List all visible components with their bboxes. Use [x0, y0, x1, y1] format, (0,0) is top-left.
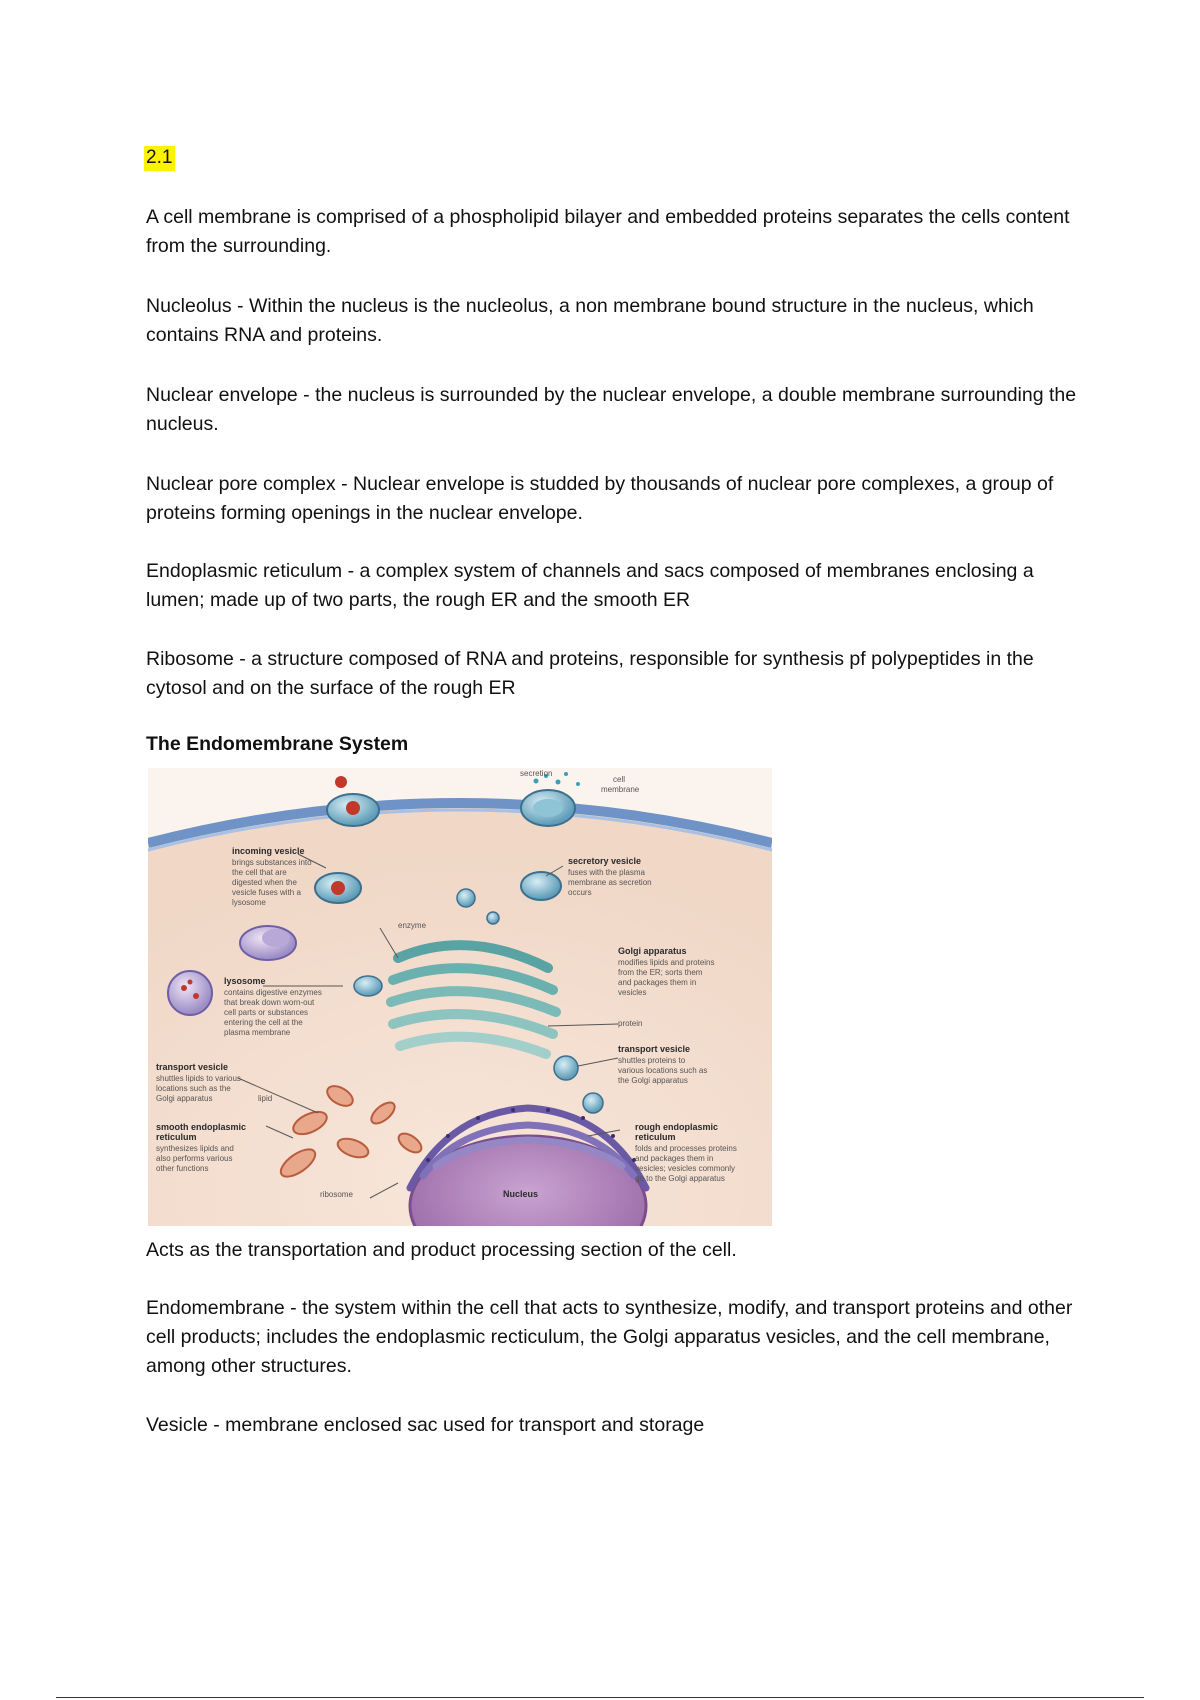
transport-vesicle-right-1 — [554, 1056, 578, 1080]
paragraph-nuclear-pore-complex: Nuclear pore complex - Nuclear envelope is studded by thousands of nuclear pore complexes, a group of proteins forming openings in the nuclear envelope. — [146, 473, 1054, 524]
secretory-vesicle-2 — [521, 872, 561, 900]
desc-rough-er-3: vesicles; vesicles commonly — [635, 1164, 736, 1173]
label-lipid: lipid — [258, 1094, 273, 1103]
enzyme-vesicle — [354, 976, 382, 996]
label-enzyme: enzyme — [398, 921, 427, 930]
label-cell-membrane-1: cell — [613, 775, 626, 784]
desc-smooth-er-1: synthesizes lipids and — [156, 1144, 234, 1153]
label-golgi: Golgi apparatus — [618, 946, 687, 956]
label-rough-er-1: rough endoplasmic — [635, 1122, 719, 1132]
label-secretion: secretion — [520, 769, 553, 778]
particle — [335, 776, 347, 788]
paragraph-endoplasmic-reticulum: Endoplasmic reticulum - a complex system of channels and sacs composed of membranes enclosing a lumen; made up of two parts, the rough ER and the smooth ER — [146, 560, 1034, 611]
label-transport-vesicle-right: transport vesicle — [618, 1044, 691, 1054]
footer-divider — [56, 1697, 1144, 1698]
desc-incoming-vesicle-3: digested when the — [232, 878, 297, 887]
desc-transport-vesicle-left-2: locations such as the — [156, 1084, 231, 1093]
desc-transport-vesicle-right-2: various locations such as — [618, 1066, 708, 1075]
desc-lysosome-1: contains digestive enzymes — [224, 988, 322, 997]
desc-incoming-vesicle-1: brings substances into — [232, 858, 312, 867]
desc-rough-er-2: and packages them in — [635, 1154, 714, 1163]
desc-transport-vesicle-right-1: shuttles proteins to — [618, 1056, 686, 1065]
label-smooth-er-2: reticulum — [156, 1132, 197, 1142]
desc-rough-er-4: go to the Golgi apparatus — [635, 1174, 725, 1183]
desc-golgi-1: modifies lipids and proteins — [618, 958, 715, 967]
desc-golgi-2: from the ER; sorts them — [618, 968, 703, 977]
label-nucleus: Nucleus — [503, 1189, 539, 1199]
desc-lysosome-5: plasma membrane — [224, 1028, 291, 1037]
endomembrane-diagram — [148, 768, 772, 1226]
paragraph-nuclear-envelope: Nuclear envelope - the nucleus is surrounded by the nuclear envelope, a double membrane surrounding the nucleus. — [146, 384, 1077, 435]
desc-rough-er-1: folds and processes proteins — [635, 1144, 737, 1153]
desc-smooth-er-3: other functions — [156, 1164, 209, 1173]
desc-incoming-vesicle-4: vesicle fuses with a — [232, 888, 301, 897]
desc-incoming-vesicle-5: lysosome — [232, 898, 266, 907]
label-protein: protein — [618, 1019, 643, 1028]
paragraph-cell-membrane: A cell membrane is comprised of a phospholipid bilayer and embedded proteins separates the cells content from the surrounding. — [146, 206, 1070, 257]
desc-secretory-vesicle-1: fuses with the plasma — [568, 868, 645, 877]
label-cell-membrane-2: membrane — [601, 785, 640, 794]
paragraph-ribosome: Ribosome - a structure composed of RNA and proteins, responsible for synthesis pf polypeptides in the cytosol and on the surface of the rough ER — [146, 648, 1034, 699]
paragraph-acts-as: Acts as the transportation and product processing section of the cell. — [146, 1239, 737, 1261]
desc-secretory-vesicle-2: membrane as secretion — [568, 878, 652, 887]
desc-golgi-3: and packages them in — [618, 978, 697, 987]
desc-transport-vesicle-left-1: shuttles lipids to various — [156, 1074, 241, 1083]
desc-incoming-vesicle-2: the cell that are — [232, 868, 287, 877]
desc-transport-vesicle-right-3: the Golgi apparatus — [618, 1076, 688, 1085]
label-rough-er-2: reticulum — [635, 1132, 676, 1142]
paragraph-nucleolus: Nucleolus - Within the nucleus is the nucleolus, a non membrane bound structure in the nucleus, which contains RNA and proteins. — [146, 295, 1034, 346]
desc-transport-vesicle-left-3: Golgi apparatus — [156, 1094, 213, 1103]
desc-lysosome-4: entering the cell at the — [224, 1018, 303, 1027]
desc-secretory-vesicle-3: occurs — [568, 888, 592, 897]
paragraph-vesicle: Vesicle - membrane enclosed sac used for transport and storage — [146, 1414, 705, 1436]
lysosome — [168, 971, 212, 1015]
desc-lysosome-3: cell parts or substances — [224, 1008, 309, 1017]
label-incoming-vesicle: incoming vesicle — [232, 846, 305, 856]
paragraph-endomembrane: Endomembrane - the system within the cell that acts to synthesize, modify, and transport proteins and other cell products; includes the endoplasmic recticulum, the Golgi apparatus vesicles, and the cell membrane, among other structures. — [146, 1297, 1073, 1377]
section-number: 2.1 — [144, 146, 175, 171]
particle — [346, 801, 360, 815]
figure-section-title: The Endomembrane System — [146, 733, 409, 755]
label-lysosome: lysosome — [224, 976, 266, 986]
desc-lysosome-2: that break down worn-out — [224, 998, 315, 1007]
desc-smooth-er-2: also performs various — [156, 1154, 233, 1163]
label-ribosome: ribosome — [320, 1190, 353, 1199]
label-smooth-er-1: smooth endoplasmic — [156, 1122, 247, 1132]
transport-vesicle-right-2 — [583, 1093, 603, 1113]
label-transport-vesicle-left: transport vesicle — [156, 1062, 229, 1072]
desc-golgi-4: vesicles — [618, 988, 647, 997]
label-secretory-vesicle: secretory vesicle — [568, 856, 642, 866]
